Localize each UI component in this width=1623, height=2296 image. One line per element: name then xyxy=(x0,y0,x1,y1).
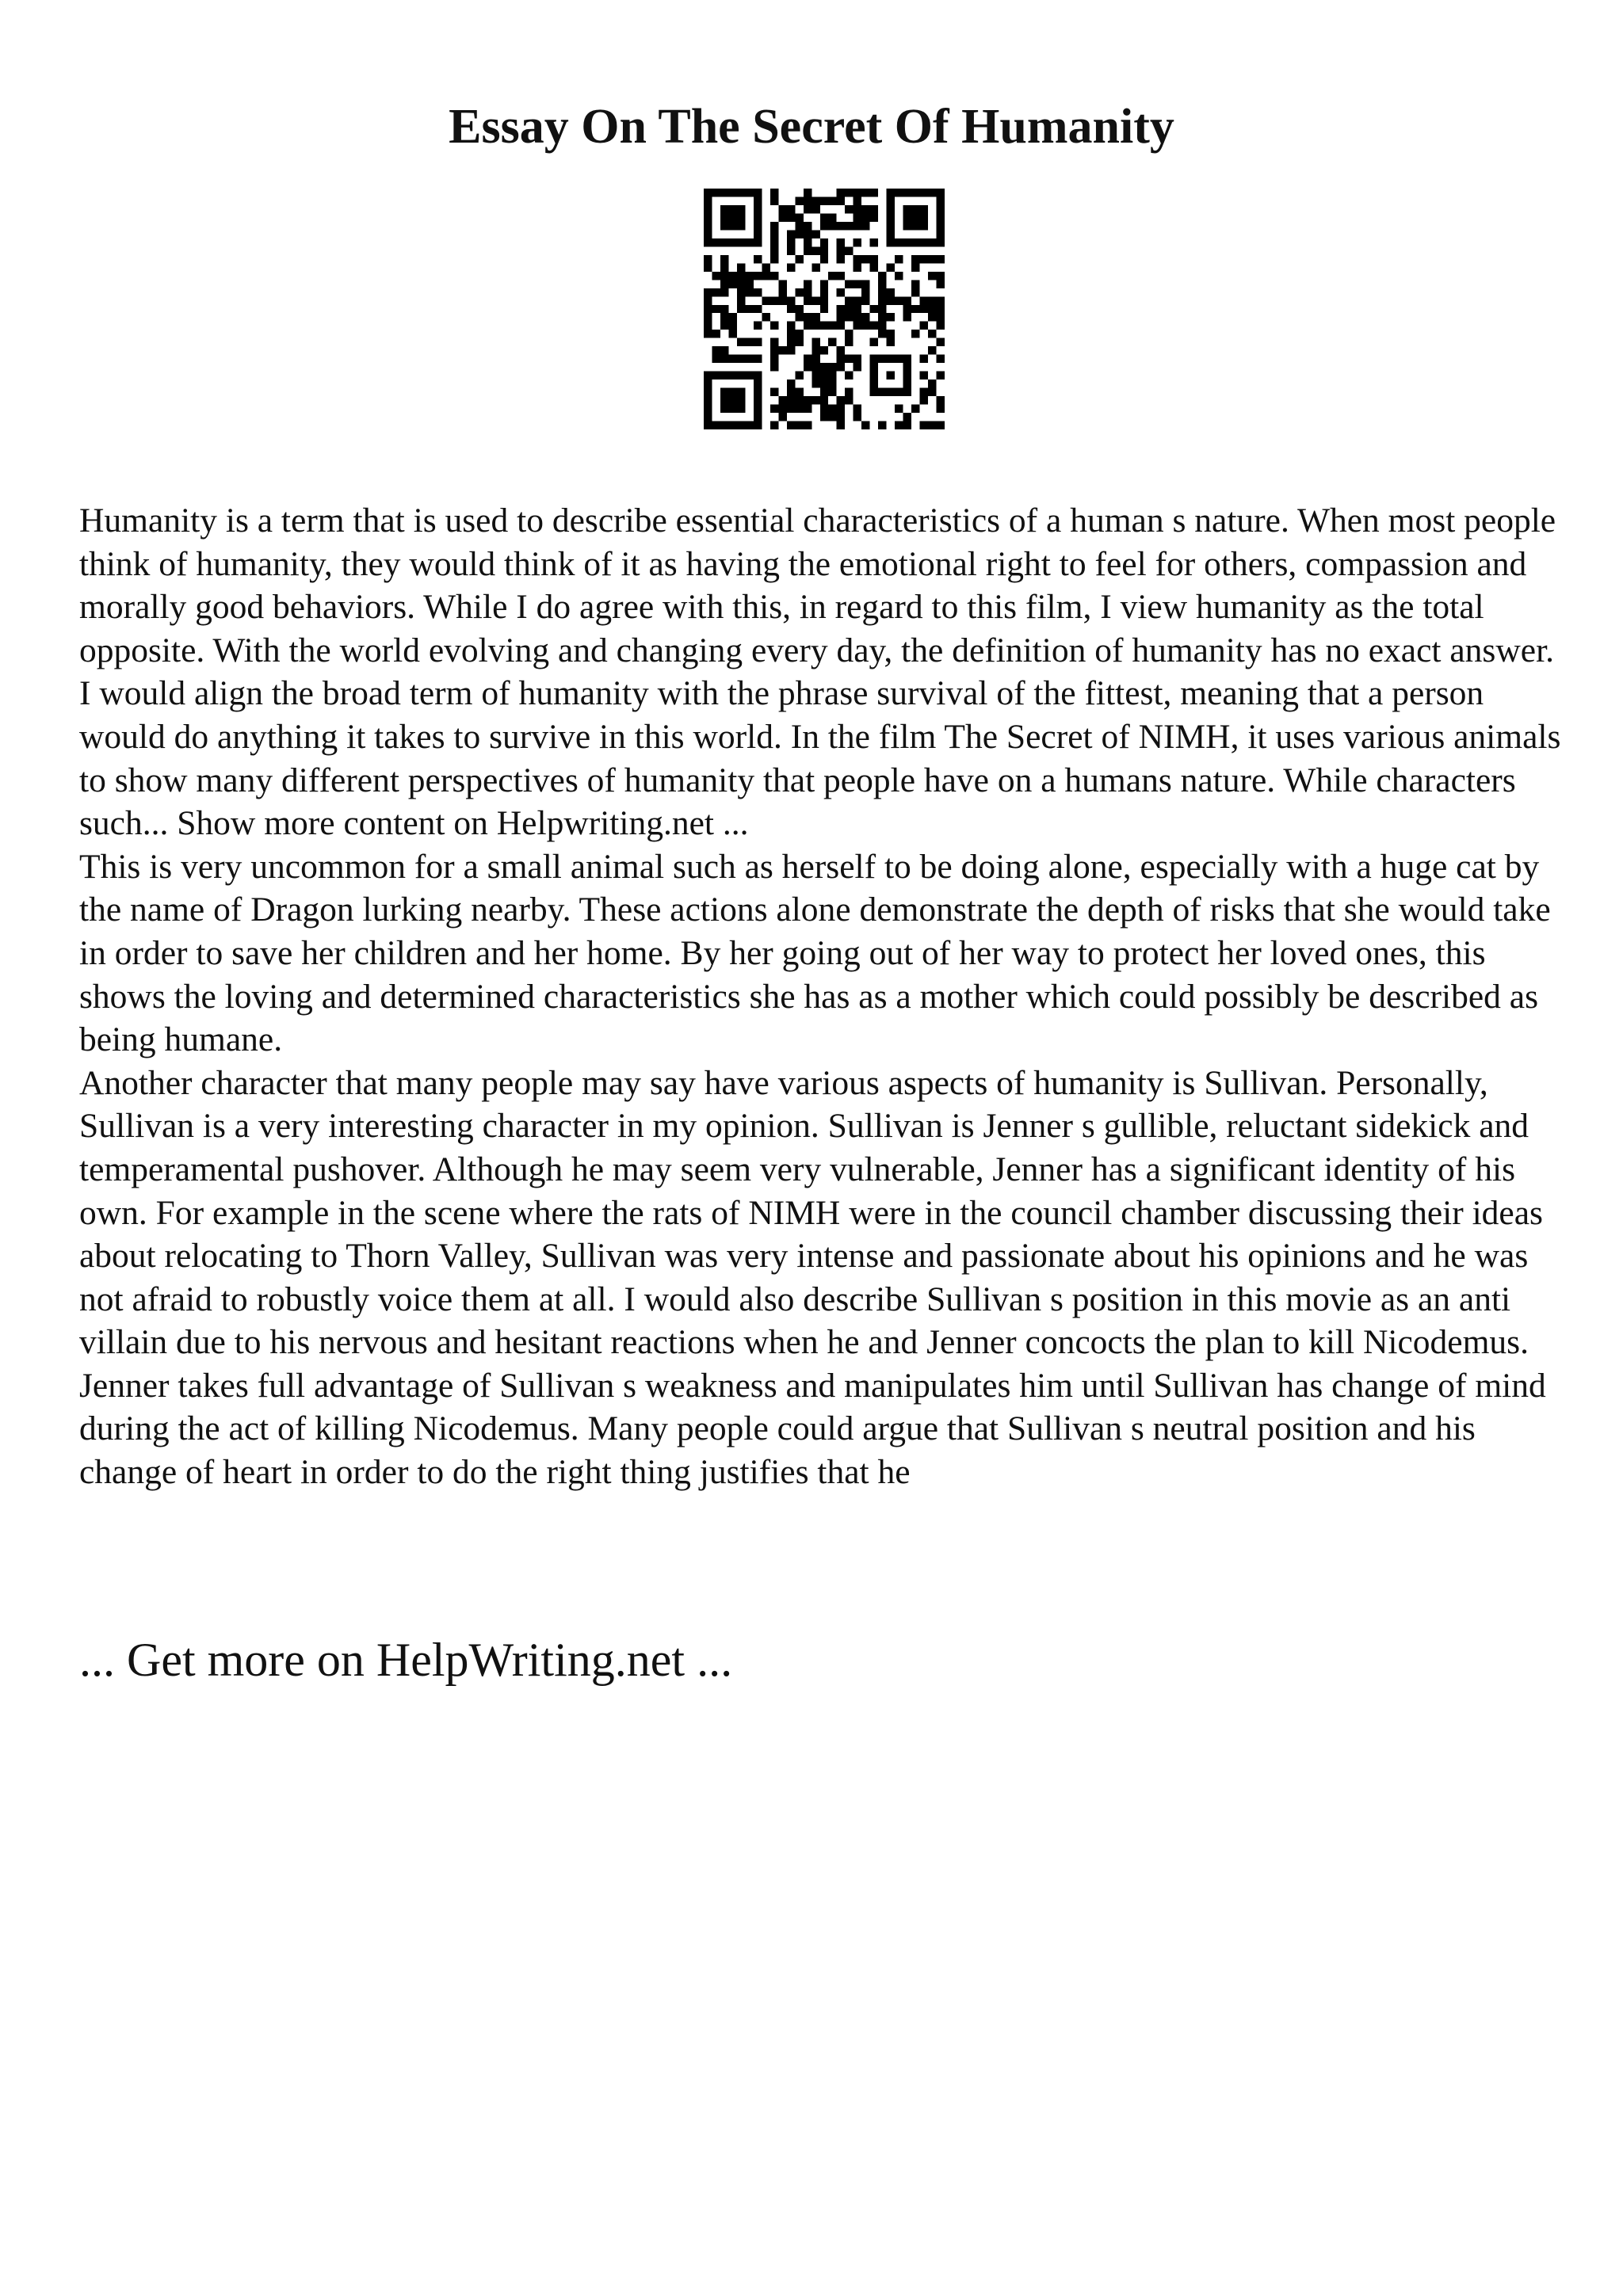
get-more-link[interactable]: ... Get more on HelpWriting.net ... xyxy=(79,1634,733,1686)
qr-code-graphic xyxy=(704,189,945,429)
essay-paragraph: Another character that many people may say have various aspects of humanity is Sullivan. Personally, Sullivan is a very interesting character in my opinion. Sullivan is Jenner s gullible, reluctant sidekick and temperamental pushover. Although he may seem very vulnerable, Jenner has a significant identity of his own. For example in the scene where the rats of NIMH were in the council chamber discussing their ideas about relocating to Thorn Valley, Sullivan was very intense and passionate about his opinions and he was not afraid to robustly voice them at all. I would also describe Sullivan s position in this movie as an anti villain due to his nervous and hesitant reactions when he and Jenner concocts the plan to kill Nicodemus. Jenner takes full advantage of Sullivan s weakness and manipulates him until Sullivan has change of mind during the act of killing Nicodemus. Many people could argue that Sullivan s neutral position and his change of heart in order to do the right thing justifies that he xyxy=(79,1063,1546,1492)
essay-paragraph: Humanity is a term that is used to describe essential characteristics of a human s nature. When most people think of humanity, they would think of it as having the emotional right to feel for others, compassion and morally good behaviors. While I do agree with this, in regard to this film, I view humanity as the total opposite. With the world evolving and changing every day, the definition of humanity has no exact answer. I would align the broad term of humanity with the phrase survival of the fittest, meaning that a person would do anything it takes to survive in this world. In the film The Secret of NIMH, it uses various animals to show many different perspectives of humanity that people have on a humans nature. While characters such... Show more content on Helpwriting.net ... xyxy=(79,502,1561,843)
qr-code-icon xyxy=(704,189,945,429)
essay-body xyxy=(79,499,1569,1494)
essay-paragraph: This is very uncommon for a small animal such as herself to be doing alone, especially with a huge cat by the name of Dragon lurking nearby. These actions alone demonstrate the depth of risks that she would take in order to save her children and her home. By her going out of her way to protect her loved ones, this shows the loving and determined characteristics she has as a mother which could possibly be described as being humane. xyxy=(79,847,1551,1059)
document-title: Essay On The Secret Of Humanity xyxy=(449,100,1174,154)
